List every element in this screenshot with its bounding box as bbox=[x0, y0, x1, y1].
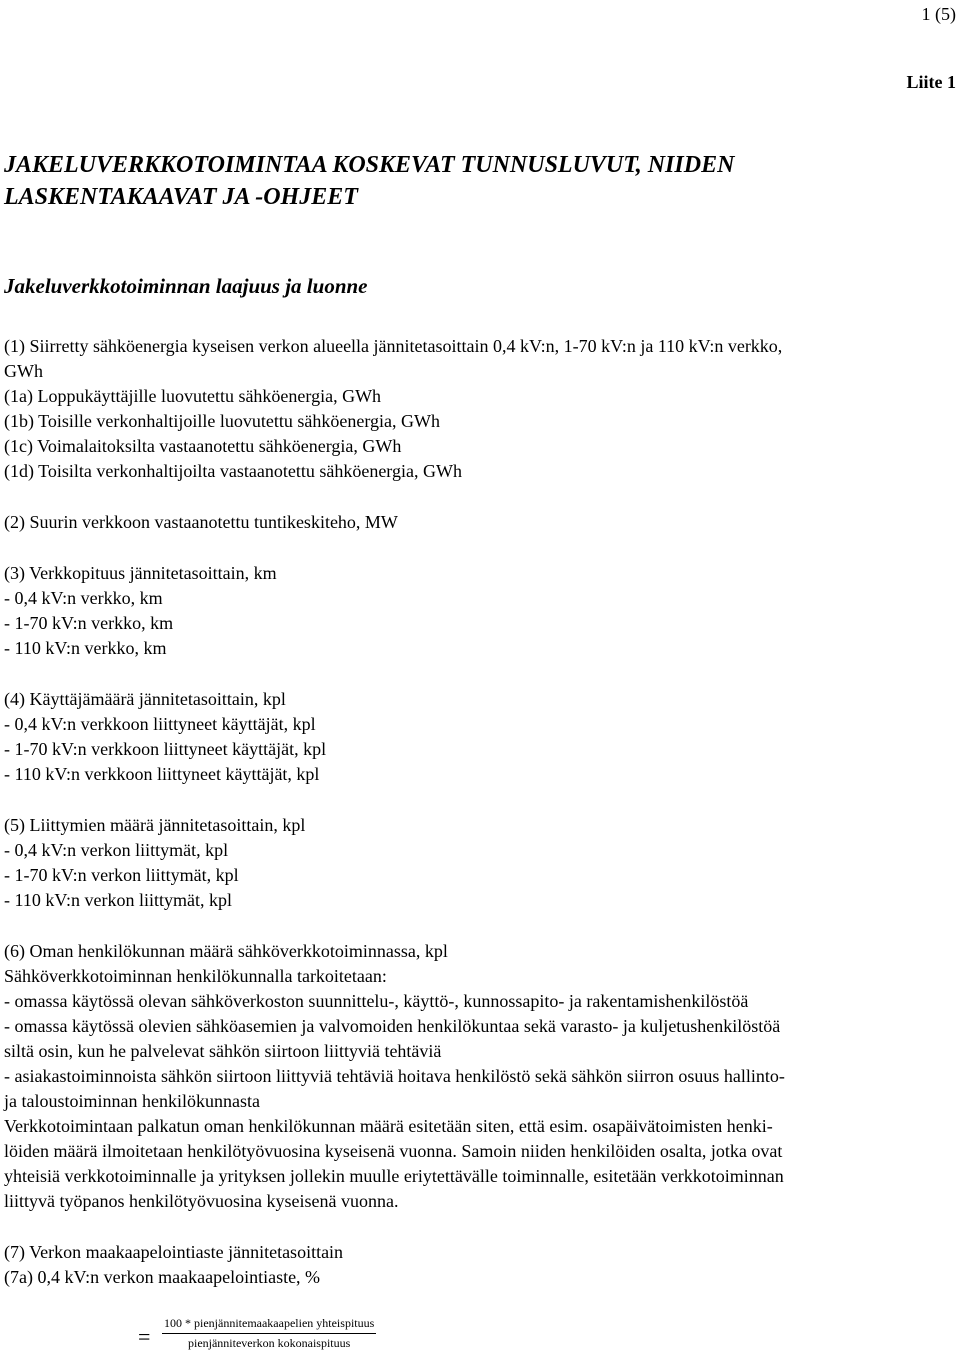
text-line: (7a) 0,4 kV:n verkon maakaapelointiaste, % bbox=[4, 1267, 321, 1287]
section-heading: Jakeluverkkotoiminnan laajuus ja luonne bbox=[4, 274, 368, 298]
text-line: Sähköverkkotoiminnan henkilökunnalla tarkoitetaan: bbox=[4, 966, 387, 986]
text-line: yhteisiä verkkotoiminnalle ja yrityksen jollekin muulle eriytettävälle toiminnalle, esitetään verkkotoiminnan bbox=[4, 1166, 784, 1186]
text-line: (1a) Loppukäyttäjille luovutettu sähköenergia, GWh bbox=[4, 386, 382, 406]
text-line: (1c) Voimalaitoksilta vastaanotettu sähköenergia, GWh bbox=[4, 436, 402, 456]
text-line: (7) Verkon maakaapelointiaste jännitetasoittain bbox=[4, 1242, 344, 1262]
text-line: - omassa käytössä olevan sähköverkoston suunnittelu-, käyttö-, kunnossapito- ja rakentamishenkilöstöä bbox=[4, 991, 749, 1011]
text-line: - 0,4 kV:n verkkoon liittyneet käyttäjät, kpl bbox=[4, 714, 316, 734]
formula-equals: = bbox=[138, 1324, 151, 1349]
text-line: - 1-70 kV:n verkkoon liittyneet käyttäjät, kpl bbox=[4, 739, 327, 759]
formula-fraction bbox=[162, 1316, 376, 1351]
text-line: Verkkotoimintaan palkatun oman henkilökunnan määrä esitetään siten, että esim. osapäivätoimisten henki- bbox=[4, 1116, 773, 1136]
formula-denominator: pienjänniteverkon kokonaispituus bbox=[187, 1336, 351, 1350]
text-line: (1b) Toisille verkonhaltijoille luovutettu sähköenergia, GWh bbox=[4, 411, 440, 431]
text-line: (6) Oman henkilökunnan määrä sähköverkkotoiminnassa, kpl bbox=[4, 941, 448, 961]
text-line: (1d) Toisilta verkonhaltijoilta vastaanotettu sähköenergia, GWh bbox=[4, 461, 462, 481]
text-line: - 1-70 kV:n verkon liittymät, kpl bbox=[4, 865, 239, 885]
attachment-label: Liite 1 bbox=[906, 72, 956, 92]
text-line: - 0,4 kV:n verkon liittymät, kpl bbox=[4, 840, 229, 860]
text-line: (1) Siirretty sähköenergia kyseisen verkon alueella jännitetasoittain 0,4 kV:n, 1-70 kV:n ja 110 kV:n verkko, bbox=[4, 336, 783, 356]
text-line: - 110 kV:n verkkoon liittyneet käyttäjät, kpl bbox=[4, 764, 320, 784]
text-line: (3) Verkkopituus jännitetasoittain, km bbox=[4, 563, 277, 583]
text-line: (5) Liittymien määrä jännitetasoittain, kpl bbox=[4, 815, 306, 835]
text-line: - 110 kV:n verkko, km bbox=[4, 638, 167, 658]
document-title-line-1: JAKELUVERKKOTOIMINTAA KOSKEVAT TUNNUSLUVUT, NIIDEN bbox=[4, 152, 735, 178]
text-line: - asiakastoiminnoista sähkön siirtoon liittyviä tehtäviä hoitava henkilöstö sekä sähkön siirron osuus hallinto- bbox=[4, 1066, 785, 1086]
formula-numerator: 100 * pienjännitemaakaapelien yhteispituus bbox=[162, 1316, 376, 1334]
page-number: 1 (5) bbox=[921, 4, 956, 24]
text-line: ja taloustoiminnan henkilökunnasta bbox=[4, 1091, 260, 1111]
text-line: siltä osin, kun he palvelevat sähkön siirtoon liittyviä tehtäviä bbox=[4, 1041, 442, 1061]
text-line: - 0,4 kV:n verkko, km bbox=[4, 588, 163, 608]
text-line: - omassa käytössä olevien sähköasemien ja valvomoiden henkilökuntaa sekä varasto- ja kuljetushenkilöstöä bbox=[4, 1016, 781, 1036]
text-line: liittyvä työpanos henkilötyövuosina kyseisenä vuonna. bbox=[4, 1191, 399, 1211]
text-line: (2) Suurin verkkoon vastaanotettu tuntikeskiteho, MW bbox=[4, 512, 398, 532]
text-line: (4) Käyttäjämäärä jännitetasoittain, kpl bbox=[4, 689, 286, 709]
text-line: - 110 kV:n verkon liittymät, kpl bbox=[4, 890, 232, 910]
text-line: GWh bbox=[4, 361, 43, 381]
text-line: löiden määrä ilmoitetaan henkilötyövuosina kyseisenä vuonna. Samoin niiden henkilöiden osalta, jotka ovat bbox=[4, 1141, 783, 1161]
document-title-line-2: LASKENTAKAAVAT JA -OHJEET bbox=[4, 184, 358, 210]
text-line: - 1-70 kV:n verkko, km bbox=[4, 613, 174, 633]
